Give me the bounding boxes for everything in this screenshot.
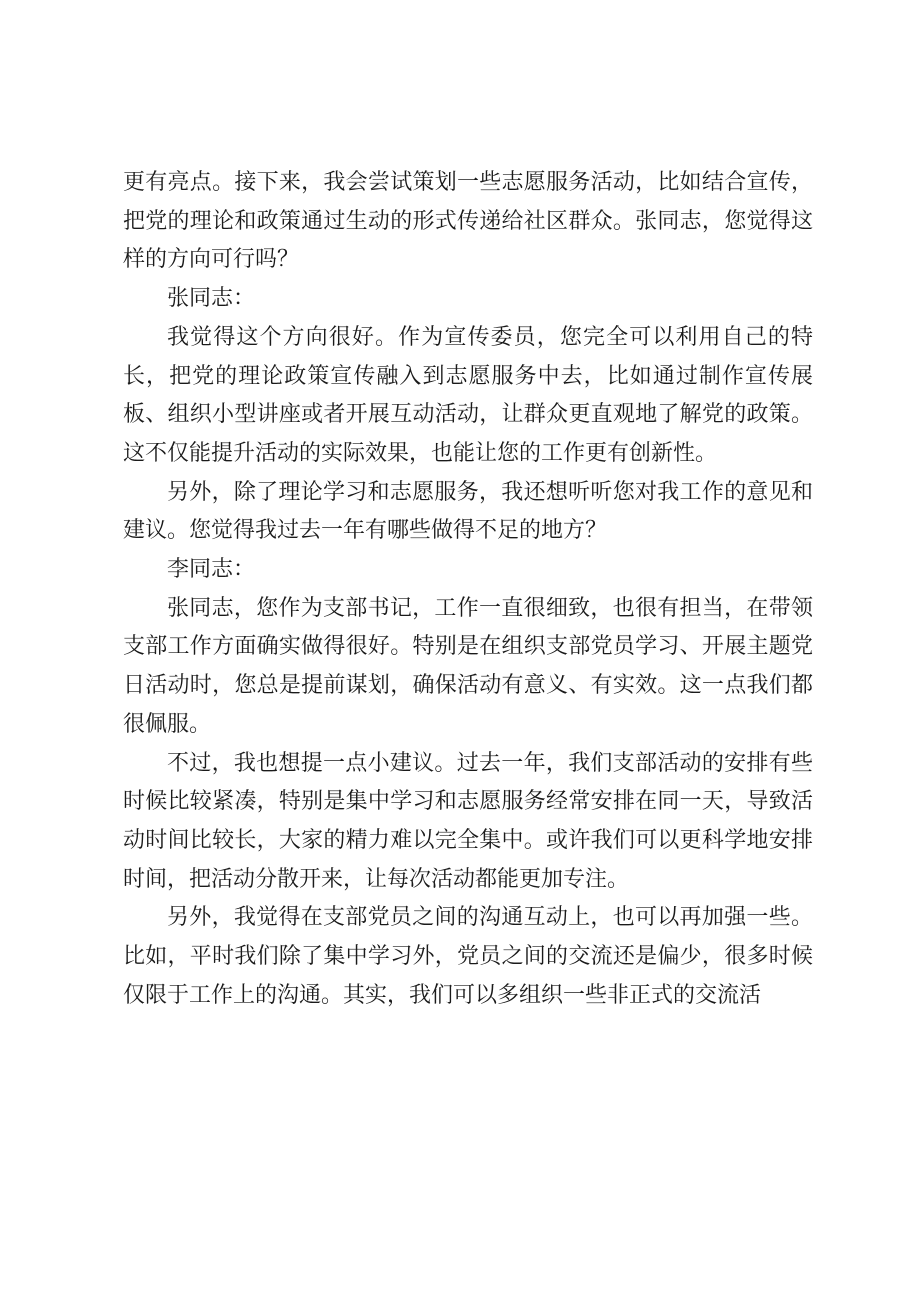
paragraph: 张同志，您作为支部书记，工作一直很细致，也很有担当，在带领支部工作方面确实做得很好。特别是在组织支部党员学习、开展主题党日活动时，您总是提前谋划，确保活动有意义、有实效。这一点我们都很佩服。 <box>123 595 813 737</box>
speaker-label-li: 李同志： <box>167 557 256 583</box>
paragraph: 不过，我也想提一点小建议。过去一年，我们支部活动的安排有些时候比较紧凑，特别是集中学习和志愿服务经常安排在同一天，导致活动时间比较长，大家的精力难以完全集中。或许我们可以更科学地安排时间，把活动分散开来，让每次活动都能更加专注。 <box>123 750 813 892</box>
document-body <box>123 164 813 1015</box>
paragraph-continuation: 更有亮点。接下来，我会尝试策划一些志愿服务活动，比如结合宣传，把党的理论和政策通过生动的形式传递给社区群众。张同志，您觉得这样的方向可行吗？ <box>123 170 813 273</box>
speaker-label-zhang: 张同志： <box>167 286 256 312</box>
paragraph: 另外，除了理论学习和志愿服务，我还想听听您对我工作的意见和建议。您觉得我过去一年有哪些做得不足的地方？ <box>123 479 813 544</box>
paragraph: 我觉得这个方向很好。作为宣传委员，您完全可以利用自己的特长，把党的理论政策宣传融入到志愿服务中去，比如通过制作宣传展板、组织小型讲座或者开展互动活动，让群众更直观地了解党的政策。这不仅能提升活动的实际效果，也能让您的工作更有创新性。 <box>123 324 813 466</box>
paragraph: 另外，我觉得在支部党员之间的沟通互动上，也可以再加强一些。比如，平时我们除了集中学习外，党员之间的交流还是偏少，很多时候仅限于工作上的沟通。其实，我们可以多组织一些非正式的交流活 <box>123 905 813 1008</box>
